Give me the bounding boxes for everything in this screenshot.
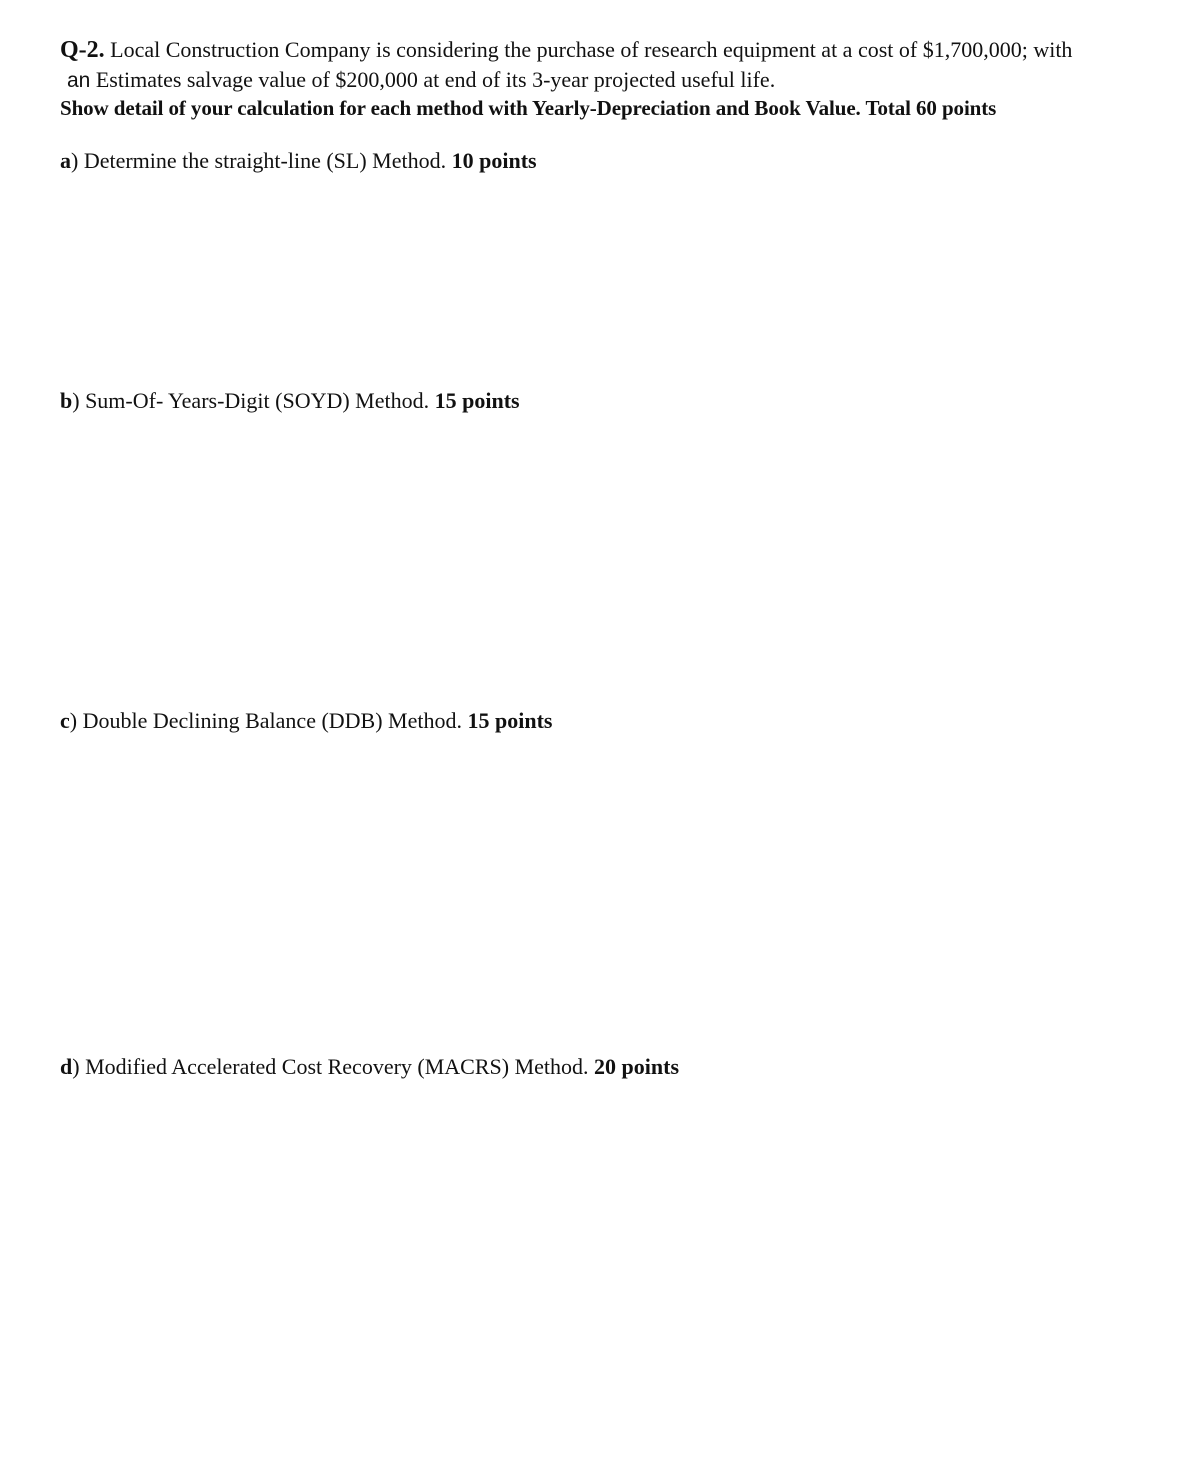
part-c-text: ) Double Declining Balance (DDB) Method.: [69, 708, 468, 733]
part-a: [60, 148, 537, 174]
question-instructions: Show detail of your calculation for each method with Yearly-Depreciation and Book Value. Total 60 points: [60, 96, 997, 120]
part-a-text: ) Determine the straight-line (SL) Method.: [71, 148, 452, 173]
question-intro-word-an: an: [67, 69, 91, 92]
question-intro-text-1: Local Construction Company is considering the purchase of research equipment at a cost of $1,700,000; with: [104, 37, 1073, 62]
part-c-letter: c: [60, 708, 70, 733]
part-b-letter: b: [60, 388, 73, 413]
part-d-points: 20 points: [594, 1054, 680, 1079]
question-intro-text-2: Estimates salvage value of $200,000 at end of its 3-year projected useful life.: [90, 67, 776, 92]
part-b: [60, 388, 520, 414]
question-label: Q-2.: [60, 37, 105, 63]
part-d: [60, 1054, 679, 1080]
question-intro-line-2: [67, 67, 775, 94]
part-d-text: ) Modified Accelerated Cost Recovery (MACRS) Method.: [72, 1054, 595, 1079]
part-c-points: 15 points: [467, 708, 553, 733]
part-b-text: ) Sum-Of- Years-Digit (SOYD) Method.: [72, 388, 435, 413]
part-b-points: 15 points: [434, 388, 520, 413]
part-a-points: 10 points: [451, 148, 537, 173]
part-c: [60, 708, 552, 734]
part-a-letter: a: [60, 148, 71, 173]
part-d-letter: d: [60, 1054, 73, 1079]
question-intro-line-1: [60, 37, 1072, 63]
